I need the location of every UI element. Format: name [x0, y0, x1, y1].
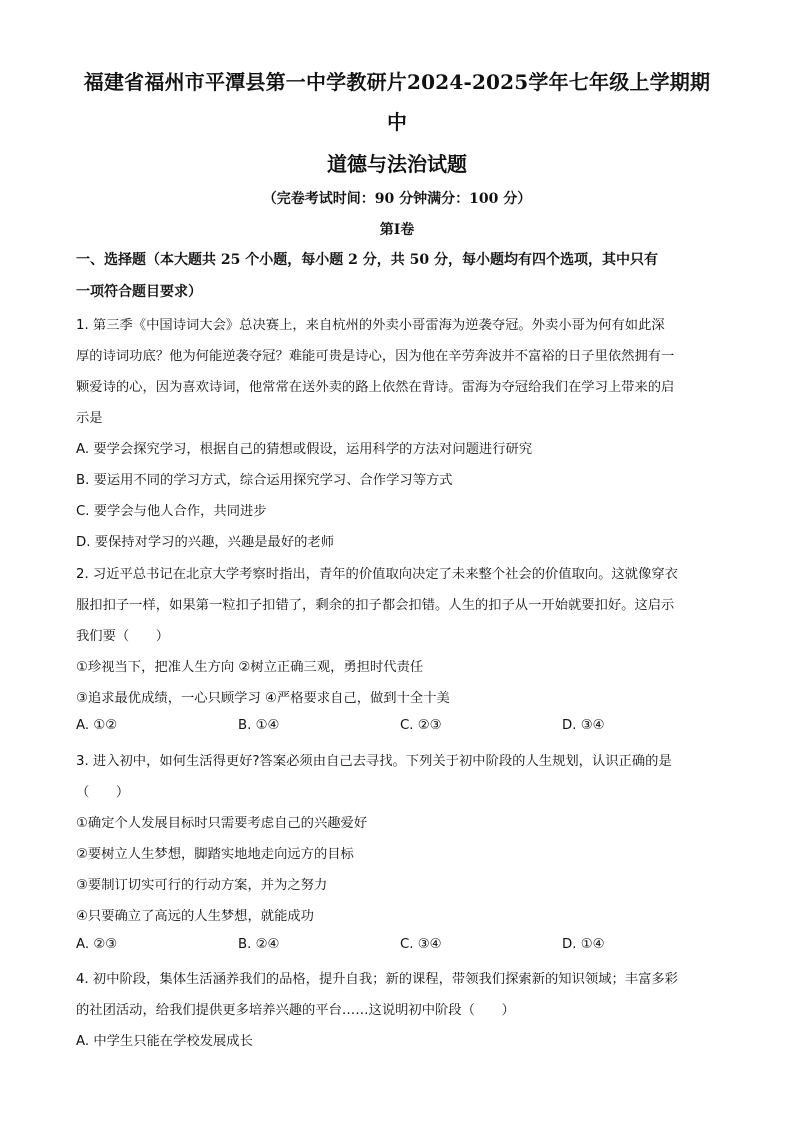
q2-stem-line: 服扣扣子一样，如果第一粒扣子扣错了，剩余的扣子都会扣错。人生的扣子从一开始就要扣好。这启示 [76, 598, 675, 613]
q3-statement-line: ②要树立人生梦想，脚踏实地地走向远方的目标 [76, 847, 354, 862]
q1-stem-line: 厚的诗词功底？他为何能逆袭夺冠？难能可贵是诗心，因为他在辛劳奔波并不富裕的日子里依然拥有一 [76, 349, 675, 364]
q2-statement-line: ③追求最优成绩，一心只顾学习 ④严格要求自己，做到十全十美 [76, 691, 450, 706]
exam-info: （完卷考试时间：90 分钟满分：100 分） [262, 191, 532, 207]
q1-option-b: B. 要运用不同的学习方式，综合运用探究学习、合作学习等方式 [76, 473, 453, 488]
q3-statement-line: ①确定个人发展目标时只需要考虑自己的兴趣爱好 [76, 816, 368, 831]
exam-title-line1-end: 中 [387, 110, 407, 134]
q3-choice-d: D. ①④ [562, 937, 605, 952]
q1-option-a: A. 要学会探究学习，根据自己的猜想或假设，运用科学的方法对问题进行研究 [76, 442, 533, 457]
q3-choice-b: B. ②④ [238, 937, 280, 952]
volume-label: 第Ⅰ卷 [379, 222, 415, 238]
q2-stem-line: 我们要（ ） [76, 629, 170, 644]
q2-choice-d: D. ③④ [562, 718, 605, 733]
q2-choice-a: A. ①② [76, 718, 118, 733]
q3-stem-line: 3. 进入初中，如何生活得更好?答案必须由自己去寻找。下列关于初中阶段的人生规划，认识正确的是 [76, 754, 672, 769]
q1-option-c: C. 要学会与他人合作，共同进步 [76, 504, 267, 519]
q1-stem-line: 示是 [76, 411, 103, 426]
q4-stem-line: 的社团活动，给我们提供更多培养兴趣的平台……这说明初中阶段（ ） [76, 1003, 515, 1018]
q1-stem-line: 1. 第三季《中国诗词大会》总决赛上，来自杭州的外卖小哥雷海为逆袭夺冠。外卖小哥为何有如此深 [76, 318, 665, 333]
q2-stem-line: 2. 习近平总书记在北京大学考察时指出，青年的价值取向决定了未来整个社会的价值取向。这就像穿衣 [76, 567, 678, 582]
section1-heading-line1: 一、选择题（本大题共 25 个小题，每小题 2 分，共 50 分，每小题均有四个选项，其中只有 [76, 252, 658, 268]
q3-statement-line: ③要制订切实可行的行动方案，并为之努力 [76, 878, 328, 893]
q3-choice-a: A. ②③ [76, 937, 118, 952]
q4-stem-line: 4. 初中阶段，集体生活涵养我们的品格，提升自我；新的课程，带领我们探索新的知识领域；丰富多彩 [76, 972, 678, 987]
q2-statement-line: ①珍视当下，把准人生方向 ②树立正确三观，勇担时代责任 [76, 660, 424, 675]
q3-statement-line: ④只要确立了高远的人生梦想，就能成功 [76, 909, 314, 924]
q3-stem-line: （ ） [76, 785, 130, 800]
exam-title-subject: 道德与法治试题 [327, 152, 467, 176]
q1-stem-line: 颗爱诗的心，因为喜欢诗词，他常常在送外卖的路上依然在背诗。雷海为夺冠给我们在学习上带来的启 [76, 380, 675, 395]
exam-title-line1: 福建省福州市平潭县第一中学教研片2024-2025学年七年级上学期期 [83, 70, 711, 94]
q4-option-a: A. 中学生只能在学校发展成长 [76, 1034, 253, 1049]
q3-choice-c: C. ③④ [400, 937, 442, 952]
section1-heading-line2: 一项符合题目要求） [76, 284, 202, 300]
q2-choice-b: B. ①④ [238, 718, 280, 733]
q2-choice-c: C. ②③ [400, 718, 442, 733]
q1-option-d: D. 要保持对学习的兴趣，兴趣是最好的老师 [76, 535, 335, 550]
